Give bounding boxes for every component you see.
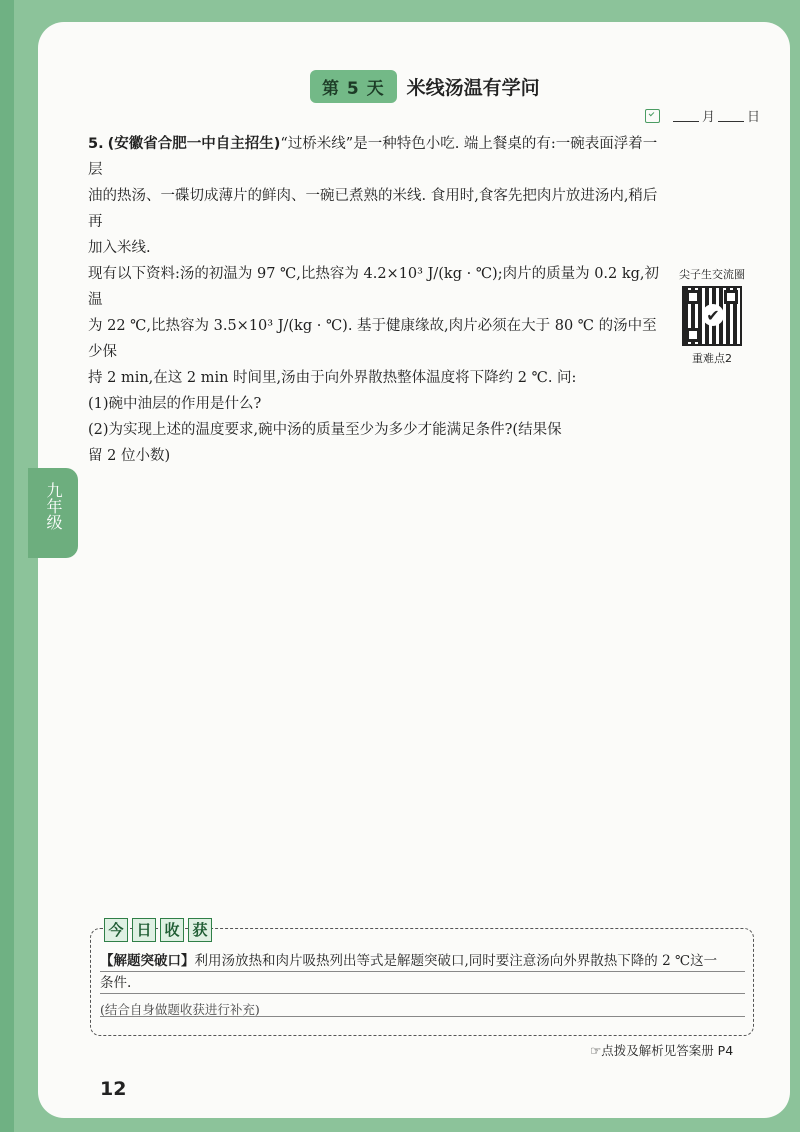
harvest-tip [100,950,745,994]
supplement-rule[interactable] [100,1016,745,1017]
sub-question-2-line-2: 留 2 位小数) [88,448,171,464]
data-line-2: 为 22 ℃,比热容为 3.5×10³ J/(kg · ℃). 基于健康缘故,肉片必须在大于 80 ℃ 的汤中至少保 [88,318,657,360]
intro-line-2: 油的热汤、一碟切成薄片的鲜肉、一碗已煮熟的米线. 食用时,食客先把肉片放进汤内,稍后再 [88,188,658,230]
harvest-supplement: (结合自身做题收获进行补充) [100,1002,260,1017]
day-title [310,70,540,102]
day-topic: 米线汤温有学问 [406,76,540,99]
grade-label: 九年级 [44,482,63,530]
tip-tag: 【解题突破口】 [100,953,195,969]
month-blank[interactable] [673,109,699,122]
tip-line-2: 条件. [100,975,132,991]
qr-top-label: 尖子生交流圈 [679,268,745,281]
question-block [88,131,660,469]
date-line [645,106,760,125]
sub-question-2-line-1: (2)为实现上述的温度要求,碗中汤的质量至少为多少才能满足条件?(结果保 [88,422,562,438]
left-border-strip [0,0,14,1132]
harvest-char-3: 收 [160,918,184,942]
grade-side-tab [28,468,78,558]
day-blank[interactable] [718,109,744,122]
qr-panel [670,266,754,366]
intro-line-1: “过桥米线”是一种特色小吃. 端上餐桌的有:一碗表面浮着一层 [88,136,658,178]
tip-line-1: 利用汤放热和肉片吸热列出等式是解题突破口,同时要注意汤向外界散热下降的 2 ℃这一 [194,953,718,969]
data-line-3: 持 2 min,在这 2 min 时间里,汤由于向外界散热整体温度将下降约 2 ℃. 问: [88,370,577,386]
qr-code-icon[interactable] [682,286,742,346]
question-source: (安徽省合肥一中自主招生) [107,136,281,152]
month-label: 月 [702,110,716,125]
checkmark-icon: ✔ [702,304,724,326]
tip-rule-2 [100,993,745,994]
harvest-title [104,918,212,942]
tip-rule-1 [100,971,745,972]
harvest-char-2: 日 [132,918,156,942]
day-label: 日 [747,110,761,125]
qr-bottom-label: 重难点2 [692,352,732,365]
question-number: 5. [88,136,104,152]
intro-line-3: 加入米线. [88,240,151,256]
day-badge: 第 5 天 [310,70,397,103]
harvest-char-4: 获 [188,918,212,942]
page-number: 12 [100,1078,127,1100]
sub-question-1: (1)碗中油层的作用是什么? [88,396,262,412]
harvest-char-1: 今 [104,918,128,942]
answer-reference: ☞点拨及解析见答案册 P4 [590,1043,734,1058]
data-line-1: 现有以下资料:汤的初温为 97 ℃,比热容为 4.2×10³ J/(kg · ℃);肉片的质量为 0.2 kg,初温 [88,266,660,308]
calendar-check-icon [645,109,660,123]
